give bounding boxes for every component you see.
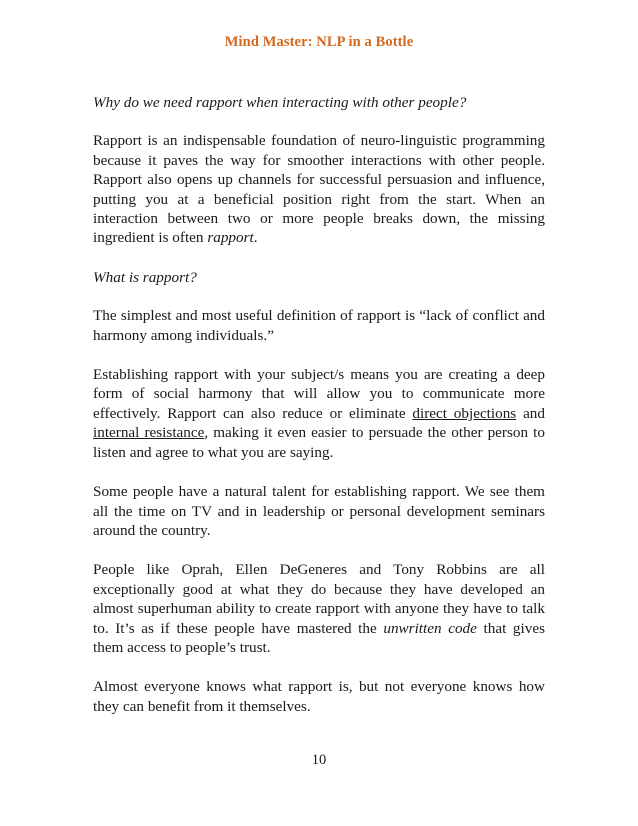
body-text xyxy=(93,93,545,736)
paragraph-text: and xyxy=(516,404,545,422)
paragraph-text: , making it even easier to persuade the other person to listen and agree to what you are saying. xyxy=(93,424,545,461)
emphasis-unwritten-code: unwritten code xyxy=(383,619,477,637)
paragraph-oprah-example xyxy=(93,560,545,657)
question-heading-why-rapport: Why do we need rapport when interacting with other people? xyxy=(93,94,467,111)
paragraph-rapport-foundation xyxy=(93,131,545,247)
paragraph-text: Establishing rapport with your subject/s means you are creating a deep form of social harmony that will allow you to communicate more effectively. Rapport can also reduce or eliminate xyxy=(93,366,545,422)
paragraph-natural-talent: Some people have a natural talent for establishing rapport. We see them all the time on TV and in leadership or personal development seminars around the country. xyxy=(93,483,545,539)
page-number: 10 xyxy=(311,752,327,768)
underlined-direct-objections: direct objections xyxy=(412,404,517,422)
underlined-internal-resistance: internal resistance xyxy=(93,424,205,442)
paragraph-definition: The simplest and most useful definition of rapport is “lack of conflict and harmony among individuals.” xyxy=(93,307,545,344)
paragraph-text: Rapport is an indispensable foundation of neuro-linguistic programming because it paves the way for smoother interactions with other people. Rapport also opens up channels for successful persuasion and influence, putting you at a beneficial position right from the start. When an interaction between two or more people breaks down, the missing ingredient is often xyxy=(93,132,545,247)
paragraph-text: People like Oprah, Ellen DeGeneres and Tony Robbins are all exceptionally good at what they do because they have developed an almost superhuman ability to create rapport with anyone they have to talk to. It’s as if these people have mastered the xyxy=(93,561,545,637)
paragraph-text: that gives them access to people’s trust. xyxy=(93,619,545,656)
emphasis-rapport: rapport xyxy=(207,229,254,247)
paragraph-establishing-rapport xyxy=(93,365,545,462)
running-header: Mind Master: NLP in a Bottle xyxy=(224,34,414,50)
paragraph-everyone-knows: Almost everyone knows what rapport is, but not everyone knows how they can benefit from it themselves. xyxy=(93,678,545,715)
paragraph-text-end: . xyxy=(253,229,258,247)
question-heading-what-is-rapport: What is rapport? xyxy=(93,268,197,286)
